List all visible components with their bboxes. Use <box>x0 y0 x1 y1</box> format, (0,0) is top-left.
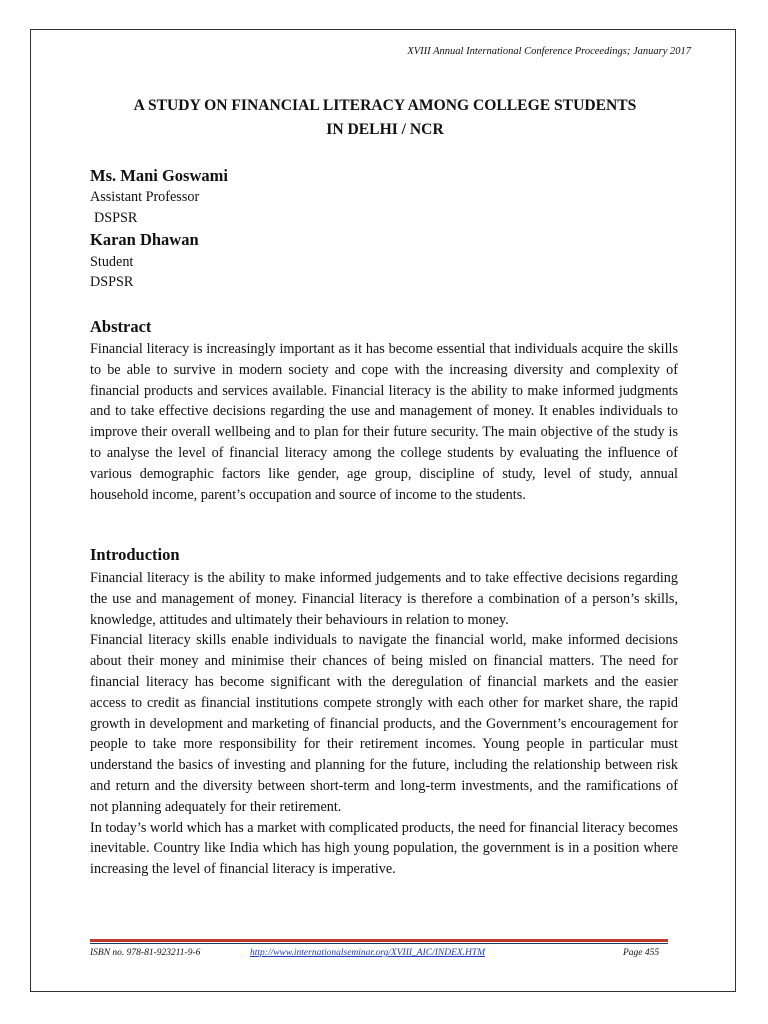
footer-isbn: ISBN no. 978-81-923211-9-6 <box>90 948 201 958</box>
footer-url-link[interactable]: http://www.internationalseminar.org/XVIII_AIC/INDEX.HTM <box>250 948 486 958</box>
paper-title <box>90 94 680 142</box>
introduction-text <box>90 568 678 880</box>
abstract-paragraph: Financial literacy is increasingly important as it has become essential that individuals acquire the skills to be able to survive in modern society and cope with the increasing diversity and complexity of financial products and services available. Financial literacy is the ability to make informed judgments and to take effective decisions regarding the use and management of money. It enables individuals to improve their overall wellbeing and to plan for their future security. The main objective of the study is to analyse the level of financial literacy among the college students by evaluating the influence of various demographic factors like gender, age group, discipline of study, level of study, annual household income, parent’s occupation and source of income to the students. <box>90 341 678 503</box>
footer-rule-red <box>90 939 668 942</box>
author-1-role: Assistant Professor <box>90 189 200 205</box>
introduction-paragraph-3: In today’s world which has a market with complicated products, the need for financial literacy becomes inevitable. Country like India which has high young population, the government is in a position where increasing the level of financial literacy is imperative. <box>90 819 678 878</box>
author-1-name: Ms. Mani Goswami <box>90 166 228 185</box>
introduction-paragraph-1: Financial literacy is the ability to make informed judgements and to take effective decisions regarding the use and management of money. Financial literacy is therefore a combination of a person’s skills, knowledge, attitudes and ultimately their behaviours in relation to money. <box>90 570 678 628</box>
author-2-affiliation: DSPSR <box>90 274 134 290</box>
author-2-name: Karan Dhawan <box>90 230 199 249</box>
abstract-heading: Abstract <box>90 317 152 336</box>
introduction-paragraph-2: Financial literacy skills enable individuals to navigate the financial world, make informed decisions about their money and minimise their chances of being misled on financial matters. The need for financial literacy has become significant with the deregulation of financial markets and the easier access to credit as financial institutions compete strongly with each other for market share, the rapid growth in development and marketing of financial products, and the Government’s encouragement for people to take more responsibility for their retirement incomes. Young people in particular must understand the basics of investing and planning for the future, including the relationship between risk and return and the diversity between short-term and long-term investments, and the ramifications of not planning adequately for their retirement. <box>90 632 678 815</box>
footer-page-number: Page 455 <box>623 948 660 958</box>
running-header: XVIII Annual International Conference Proceedings; January 2017 <box>407 46 691 57</box>
paper-title-line-1: A STUDY ON FINANCIAL LITERACY AMONG COLLEGE STUDENTS <box>133 97 637 114</box>
author-2-role: Student <box>90 254 134 270</box>
abstract-text <box>90 339 678 505</box>
footer-rule-dark <box>90 943 668 944</box>
paper-title-line-2: IN DELHI / NCR <box>326 121 444 138</box>
author-1-affiliation: DSPSR <box>94 210 138 226</box>
introduction-heading: Introduction <box>90 545 180 564</box>
